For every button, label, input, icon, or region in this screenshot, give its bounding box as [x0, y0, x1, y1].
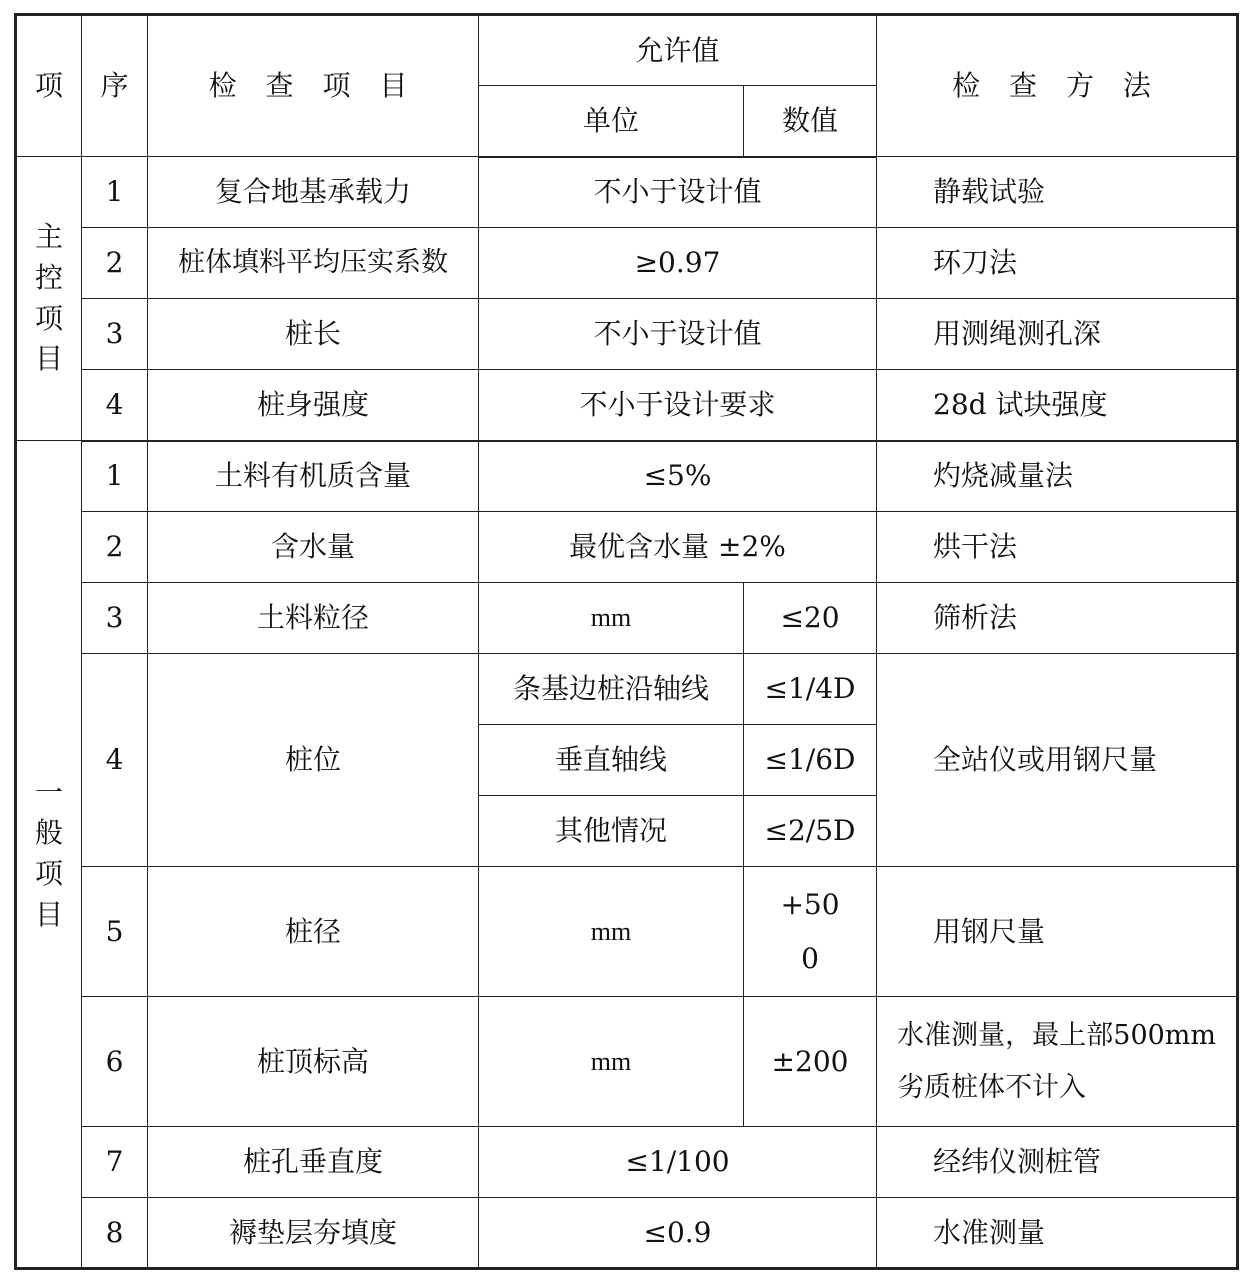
row-value: ≤2/5D [744, 796, 877, 867]
table-row [16, 370, 1238, 441]
row-method: 用钢尺量 [877, 867, 1238, 997]
row-allowed: ≤0.9 [479, 1198, 877, 1269]
row-allowed: 最优含水量 ±2% [479, 512, 877, 583]
value-lower: 0 [801, 941, 819, 975]
table-row [16, 512, 1238, 583]
row-no: 5 [82, 867, 148, 997]
row-no: 3 [82, 583, 148, 654]
row-method: 烘干法 [877, 512, 1238, 583]
row-allowed: 不小于设计值 [479, 299, 877, 370]
row-no: 1 [82, 441, 148, 512]
row-allowed: ≥0.97 [479, 228, 877, 299]
section-general-label: 一般项目 [35, 775, 64, 931]
row-method: 水准测量 [877, 1198, 1238, 1269]
row-item: 桩位 [148, 654, 479, 867]
header-allowed: 允许值 [479, 15, 877, 86]
row-no: 2 [82, 228, 148, 299]
row-item: 含水量 [148, 512, 479, 583]
row-value-range [744, 867, 877, 997]
row-item: 土料粒径 [148, 583, 479, 654]
row-no: 3 [82, 299, 148, 370]
row-item: 桩径 [148, 867, 479, 997]
row-item: 桩身强度 [148, 370, 479, 441]
row-value: ≤20 [744, 583, 877, 654]
table-row [16, 867, 1238, 997]
row-value: ±200 [744, 997, 877, 1127]
table-row [16, 299, 1238, 370]
row-no: 1 [82, 157, 148, 228]
table-row [16, 228, 1238, 299]
header-section: 项 [16, 15, 82, 157]
row-item: 褥垫层夯填度 [148, 1198, 479, 1269]
table-row [16, 441, 1238, 512]
row-allowed: 不小于设计要求 [479, 370, 877, 441]
inspection-table [14, 13, 1239, 1270]
row-method: 28d 试块强度 [877, 370, 1238, 441]
row-item: 桩体填料平均压实系数 [148, 228, 479, 299]
row-value: ≤1/6D [744, 725, 877, 796]
header-value: 数值 [744, 86, 877, 157]
row-method: 用测绳测孔深 [877, 299, 1238, 370]
value-upper: +50 [780, 888, 840, 922]
section-general [16, 441, 82, 1269]
row-item: 桩长 [148, 299, 479, 370]
row-no: 8 [82, 1198, 148, 1269]
row-item: 土料有机质含量 [148, 441, 479, 512]
row-allowed: 不小于设计值 [479, 157, 877, 228]
row-allowed: ≤1/100 [479, 1127, 877, 1198]
section-main [16, 157, 82, 441]
table-row [16, 1198, 1238, 1269]
row-unit: mm [479, 583, 744, 654]
row-method: 经纬仪测桩管 [877, 1127, 1238, 1198]
row-value: ≤1/4D [744, 654, 877, 725]
row-method: 静载试验 [877, 157, 1238, 228]
row-method: 筛析法 [877, 583, 1238, 654]
row-item: 桩顶标高 [148, 997, 479, 1127]
row-unit: 条基边桩沿轴线 [479, 654, 744, 725]
row-method: 环刀法 [877, 228, 1238, 299]
row-unit: 垂直轴线 [479, 725, 744, 796]
header-method: 检 查 方 法 [877, 15, 1238, 157]
table-row [16, 654, 1238, 725]
row-no: 4 [82, 654, 148, 867]
row-method: 全站仪或用钢尺量 [877, 654, 1238, 867]
header-item: 检 查 项 目 [148, 15, 479, 157]
section-main-label: 主控项目 [35, 220, 64, 376]
row-no: 6 [82, 997, 148, 1127]
row-unit: mm [479, 997, 744, 1127]
row-unit: 其他情况 [479, 796, 744, 867]
row-item: 桩孔垂直度 [148, 1127, 479, 1198]
header-row-1 [16, 15, 1238, 86]
row-item: 复合地基承载力 [148, 157, 479, 228]
row-no: 2 [82, 512, 148, 583]
row-method: 水准测量，最上部500mm 劣质桩体不计入 [877, 997, 1238, 1127]
row-no: 4 [82, 370, 148, 441]
table-row [16, 997, 1238, 1127]
table-row [16, 583, 1238, 654]
row-no: 7 [82, 1127, 148, 1198]
row-method: 灼烧减量法 [877, 441, 1238, 512]
header-no: 序 [82, 15, 148, 157]
row-allowed: ≤5% [479, 441, 877, 512]
table-row [16, 157, 1238, 228]
row-unit: mm [479, 867, 744, 997]
table-row [16, 1127, 1238, 1198]
header-unit: 单位 [479, 86, 744, 157]
